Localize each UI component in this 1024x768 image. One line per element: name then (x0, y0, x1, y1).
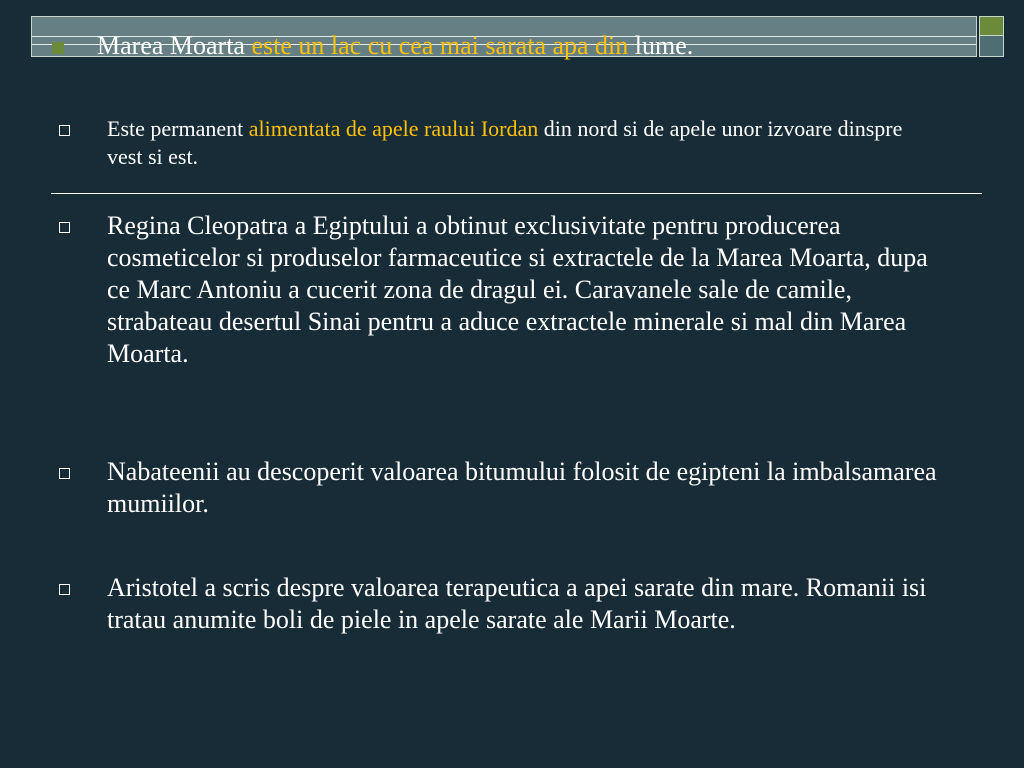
title-text-highlight: este un lac cu cea mai sarata apa din (251, 31, 629, 60)
slide-title (52, 30, 972, 62)
bullet-text: Aristotel a scris despre valoarea terapeutica a apei sarate din mare. Romanii isi tratau anumite boli de piele in apele sarate ale Marii Moarte. (107, 573, 927, 634)
bullet-text (107, 115, 917, 171)
bullet-text-after: din nord si de apele unor izvoare dinspre vest si est. (107, 116, 903, 169)
title-text-part2: lume. (628, 31, 694, 60)
hollow-square-bullet-icon (59, 222, 70, 233)
header-teal-square (979, 35, 1004, 57)
title-bullet-icon (52, 42, 64, 54)
bullet-text: Regina Cleopatra a Egiptului a obtinut exclusivitate pentru producerea cosmeticelor si produselor farmaceutice si extractele de la Marea Moarta, dupa ce Marc Antoniu a cucerit zona de dragul ei. Caravanele sale de camile, strabateau desertul Sinai pentru a aduce extractele minerale si mal din Marea Moarta. (107, 211, 928, 368)
bullet-text: Nabateenii au descoperit valoarea bitumului folosit de egipteni la imbalsamarea mumiilor. (107, 457, 937, 518)
title-text-part1: Marea Moarta (97, 31, 252, 60)
bullet-text-highlight: alimentata de apele raului Iordan (248, 116, 539, 141)
hollow-square-bullet-icon (59, 468, 70, 479)
hollow-square-bullet-icon (59, 584, 70, 595)
divider-line (51, 193, 982, 194)
hollow-square-bullet-icon (59, 125, 70, 136)
bullet-text-before: Este permanent (107, 116, 249, 141)
